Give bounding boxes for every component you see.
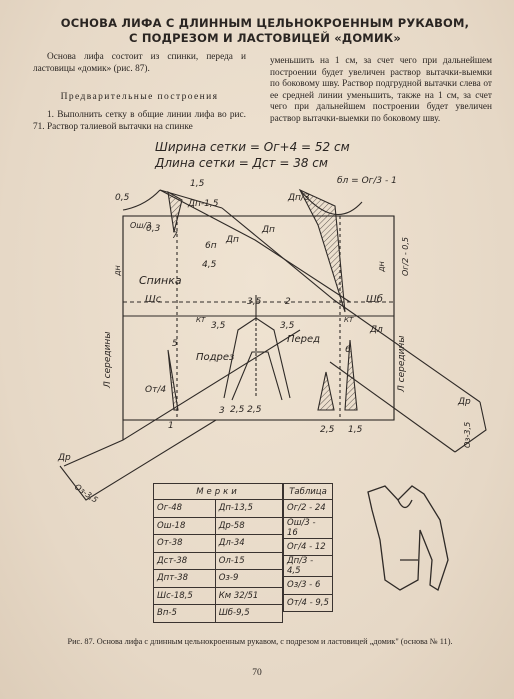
- label-5: 5: [172, 339, 178, 349]
- label-og2: Ог/2 - 0,5: [401, 237, 410, 276]
- page-number: 70: [252, 668, 262, 678]
- label-oz-left: Оз-3,5: [72, 482, 100, 505]
- table-row: Дст-38 Ол-15: [154, 552, 283, 570]
- figure-caption: Рис. 87. Основа лифа с длинным цельнокроенным рукавом, с подрезом и ластовицей „домик" (основа № 11).: [67, 637, 453, 646]
- table-row: Дпт-38 Оз-9: [154, 570, 283, 588]
- label-15: 1,5: [190, 179, 205, 189]
- table-row: Оз/3 - 6: [284, 577, 333, 595]
- table-row: От-38 Дл-34: [154, 535, 283, 553]
- label-podrez: Подрез: [196, 352, 235, 363]
- label-oz-right: Оз-3,5: [463, 421, 472, 448]
- label-shs: Шс: [145, 294, 162, 305]
- label-dp-right: Дп: [262, 225, 275, 235]
- label-45: 4,5: [202, 260, 217, 270]
- table-row: Шс-18,5 Км 32/51: [154, 587, 283, 605]
- paragraph-1: 1. Выполнить сетку в общие линии лифа во рис. 71. Раствор талиевой вытачки на спинке: [33, 110, 246, 132]
- label-kt-right: КТ: [344, 316, 354, 324]
- intro-paragraph: Основа лифа состоит из спинки, переда и ластовицы «домик» (рис. 87).: [33, 52, 246, 74]
- table-row: Ог/2 - 24: [284, 500, 333, 518]
- label-dl: Дл: [370, 325, 383, 335]
- table-row: Ог-48 Дп-13,5: [154, 500, 283, 518]
- table-row: Ог/4 - 12: [284, 538, 333, 556]
- label-ser-left: Л середины: [103, 331, 113, 388]
- title-line-1: ОСНОВА ЛИФА С ДЛИННЫМ ЦЕЛЬНОКРОЕННЫМ РУКАВОМ,: [60, 16, 470, 30]
- table-row: От/4 - 9,5: [284, 594, 333, 612]
- measurements-header: Мерки: [154, 484, 283, 500]
- table-row: Вп-5 Шб-9,5: [154, 605, 283, 623]
- table-row: Ош/3 - 16: [284, 517, 333, 538]
- grid-width-formula: Ширина сетки = Ог+4 = 52 см: [155, 140, 350, 154]
- label-pered: Перед: [287, 334, 321, 345]
- calc-table: [283, 483, 333, 612]
- measurements-table: [153, 483, 283, 623]
- title-line-2: С ПОДРЕЗОМ И ЛАСТОВИЦЕЙ «ДОМИК»: [129, 31, 401, 45]
- label-3: 3: [219, 406, 225, 416]
- label-spinka: Спинка: [139, 274, 182, 287]
- label-dp-left: Дп: [226, 235, 239, 245]
- label-03: 0,3: [146, 224, 161, 234]
- label-ser-right: Л середины: [397, 335, 407, 392]
- label-shb: Шб: [366, 294, 383, 305]
- label-dp3: Дп/3: [288, 193, 310, 203]
- label-1: 1: [168, 421, 174, 431]
- label-35-right: 3,5: [280, 321, 295, 331]
- label-dn-right: дн: [377, 261, 386, 272]
- table-row: Ош-18 Др-58: [154, 517, 283, 535]
- label-dp-minus: Дп-1,5: [188, 199, 219, 209]
- label-dr-left: Др: [58, 453, 71, 463]
- paragraph-right: уменьшить на 1 см, за счет чего при дальнейшем построении будет увеличен раствор вытачки-выемки по боковому шву. Раствор подгрудной вытачки слева от ее средней линии уменьшить, также на 1 см, за счет чего при дальнейшем построении будет увеличен раствор вытачки-выемки по боковому шву.: [270, 56, 492, 124]
- label-25b: 2,5 2,5: [230, 405, 262, 415]
- label-osh3: Ош/3: [130, 221, 152, 230]
- label-ot4: От/4: [145, 385, 167, 395]
- label-bl: бл = Ог/3 - 1: [337, 176, 397, 186]
- label-7: 7: [172, 231, 178, 241]
- label-35-left: 3,5: [211, 321, 226, 331]
- label-dr-right: Др: [458, 397, 471, 407]
- label-dn-left: дн: [113, 265, 122, 276]
- calc-table-header: Таблица: [284, 484, 333, 500]
- label-35-top: 3,5: [247, 297, 262, 307]
- label-15b: 1,5: [348, 425, 363, 435]
- section-subheading: Предварительные построения: [60, 92, 219, 102]
- label-bp: 6п: [205, 241, 217, 251]
- table-row: Дп/3 - 4,5: [284, 556, 333, 577]
- grid-length-formula: Длина сетки = Дст = 38 см: [155, 156, 328, 170]
- label-6: 6: [345, 345, 351, 355]
- label-kt-left: КТ: [196, 316, 206, 324]
- garment-sketch: [368, 486, 448, 590]
- sleeve-bottom-back: [64, 330, 300, 466]
- label-05a: 0,5: [115, 193, 130, 203]
- label-25: 2,5: [320, 425, 335, 435]
- label-2-top: 2: [285, 297, 291, 307]
